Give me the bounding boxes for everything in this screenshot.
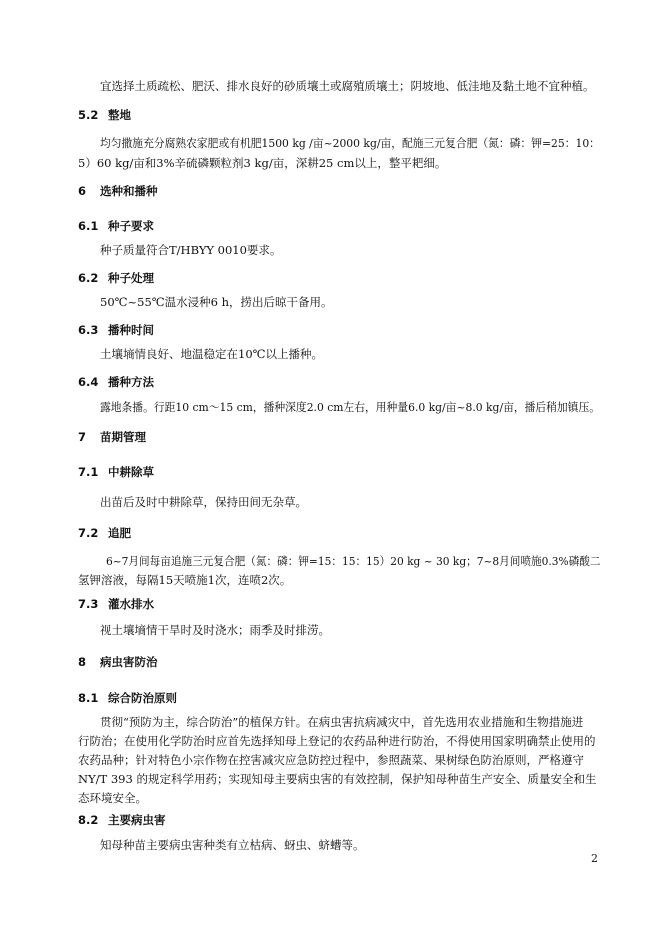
paragraph-8-2: 知母种苗主要病虫害种类有立枯病、蚜虫、蛴螬等。 (100, 838, 365, 852)
section-number: 6 (78, 184, 87, 198)
section-7-3-heading (78, 596, 154, 612)
section-6-3-heading (78, 322, 154, 338)
section-number: 6.3 (78, 323, 99, 337)
section-6-2-heading (78, 270, 154, 286)
section-8-2-heading (78, 812, 166, 828)
section-number: 5.2 (78, 108, 99, 122)
section-6-heading (78, 183, 158, 199)
section-title: 追肥 (108, 526, 131, 540)
paragraph-7-2-line-2: 氢钾溶液，每隔15天喷施1次，连喷2次。 (78, 573, 292, 587)
section-number: 7.2 (78, 526, 99, 540)
paragraph-7-3: 视土壤墒情干旱时及时浇水；雨季及时排涝。 (100, 623, 330, 637)
paragraph-6-1: 种子质量符合T/HBYY 0010要求。 (100, 243, 282, 257)
paragraph-8-1-line-5: 态环境安全。 (78, 791, 147, 805)
section-title: 播种方法 (108, 375, 154, 389)
paragraph-6-4: 露地条播。行距10 cm～15 cm，播种深度2.0 cm左右，用种量6.0 kg/亩~8.0 kg/亩，播后稍加镇压。 (100, 400, 600, 414)
paragraph-7-1: 出苗后及时中耕除草，保持田间无杂草。 (100, 495, 307, 509)
section-number: 8.1 (78, 691, 99, 705)
section-6-1-heading (78, 218, 154, 234)
section-number: 7.1 (78, 465, 99, 479)
section-number: 6.1 (78, 219, 99, 233)
section-6-4-heading (78, 374, 154, 390)
section-title: 整地 (108, 108, 131, 122)
section-number: 8 (78, 655, 87, 669)
paragraph-5-2-line-1: 均匀撒施充分腐熟农家肥或有机肥1500 kg /亩~2000 kg/亩，配施三元复合肥（氮：磷：钾=25：10： (100, 136, 600, 150)
section-title: 病虫害防治 (100, 655, 158, 669)
section-number: 6.4 (78, 375, 99, 389)
section-7-heading (78, 429, 146, 445)
page-number: 2 (591, 852, 598, 865)
section-title: 种子要求 (108, 219, 154, 233)
section-title: 播种时间 (108, 323, 154, 337)
section-title: 灌水排水 (108, 597, 154, 611)
section-title: 综合防治原则 (108, 691, 177, 705)
paragraph-5-2-line-2: 5）60 kg/亩和3%辛硫磷颗粒剂3 kg/亩，深耕25 cm以上，整平耙细。 (78, 156, 447, 170)
section-number: 8.2 (78, 813, 99, 827)
paragraph-7-2-line-1: 6~7月间每亩追施三元复合肥（氮：磷：钾=15：15：15）20 kg ~ 30 kg；7~8月间喷施0.3%磷酸二 (106, 554, 601, 568)
section-number: 6.2 (78, 271, 99, 285)
section-5-2-heading (78, 107, 131, 123)
section-7-2-heading (78, 525, 131, 541)
section-title: 主要病虫害 (108, 813, 166, 827)
paragraph-8-1-line-2: 行防治；在使用化学防治时应首先选择知母上登记的农药品种进行防治，不得使用国家明确禁止使用的 (78, 734, 596, 748)
section-8-1-heading (78, 690, 177, 706)
section-title: 选种和播种 (100, 184, 158, 198)
section-number: 7.3 (78, 597, 99, 611)
section-title: 中耕除草 (108, 465, 154, 479)
paragraph-intro: 宜选择土质疏松、肥沃、排水良好的砂质壤土或腐殖质壤土；阴坡地、低洼地及黏土地不宜种植。 (100, 79, 595, 93)
section-8-heading (78, 654, 158, 670)
paragraph-8-1-line-4: NY/T 393 的规定科学用药；实现知母主要病虫害的有效控制，保护知母种苗生产安全、质量安全和生 (78, 772, 597, 786)
paragraph-6-2: 50℃~55℃温水浸种6 h，捞出后晾干备用。 (100, 295, 333, 309)
paragraph-6-3: 土壤墒情良好、地温稳定在10℃以上播种。 (100, 347, 323, 361)
section-7-1-heading (78, 464, 154, 480)
section-title: 苗期管理 (100, 430, 146, 444)
paragraph-8-1-line-3: 农药品种；针对特色小宗作物在控害减灾应急防控过程中，参照蔬菜、果树绿色防治原则，严格遵守 (78, 753, 584, 767)
section-number: 7 (78, 430, 87, 444)
paragraph-8-1-line-1: 贯彻“预防为主，综合防治”的植保方针。在病虫害抗病减灾中，首先选用农业措施和生物措施进 (100, 715, 584, 729)
section-title: 种子处理 (108, 271, 154, 285)
